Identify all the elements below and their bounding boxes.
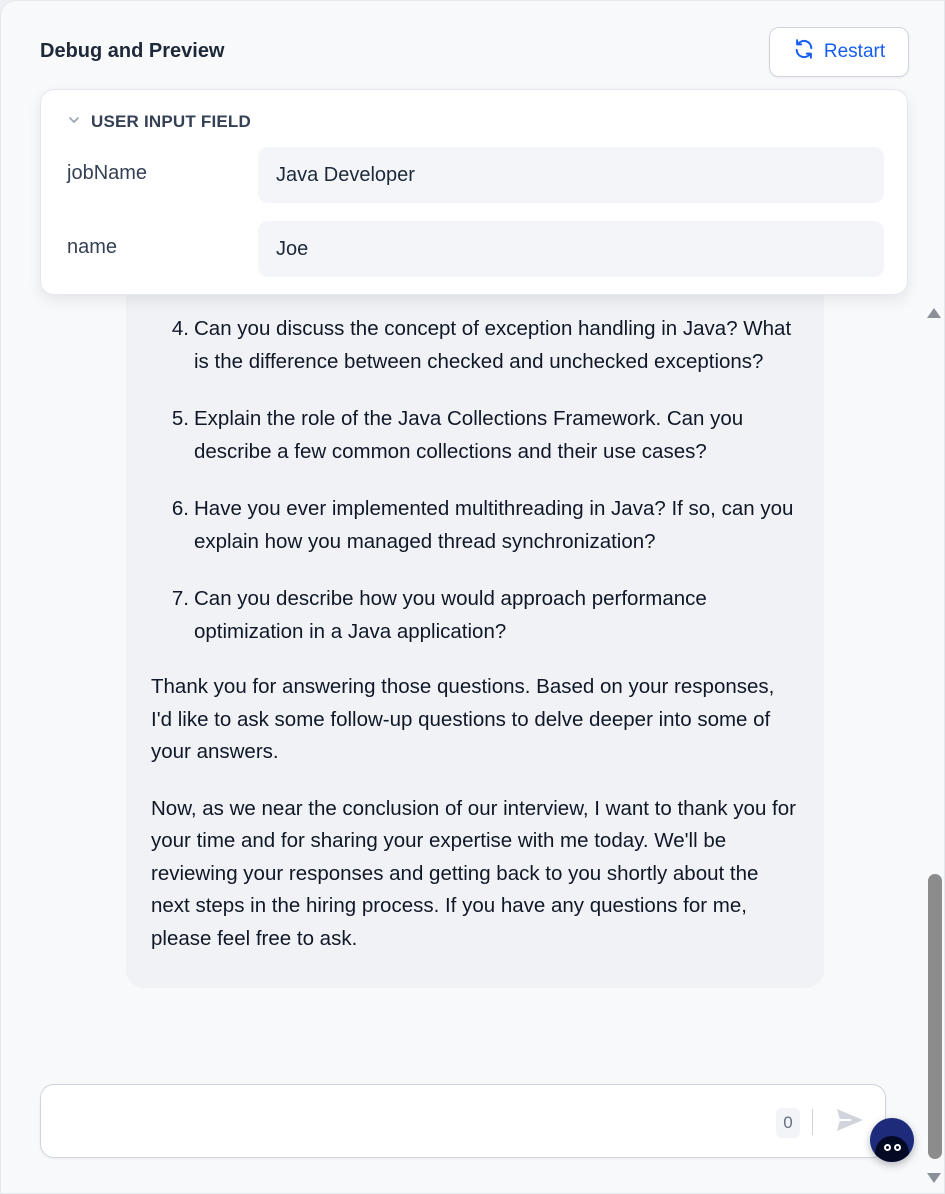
list-item (151, 313, 798, 378)
message-composer (40, 1084, 886, 1158)
list-number: 7. (171, 587, 189, 610)
restart-label: Restart (823, 41, 886, 62)
user-input-heading: USER INPUT FIELD (91, 112, 251, 131)
jobname-input[interactable]: Java Developer (258, 147, 884, 203)
message-paragraph: Thank you for answering those questions. Based on your responses, I'd like to ask some follow-up questions to delve deeper into some of your answers. (151, 675, 775, 763)
field-label-jobname: jobName (67, 162, 148, 184)
list-number: 5. (171, 407, 189, 430)
char-count-badge: 0 (776, 1108, 800, 1138)
scrollbar-thumb[interactable] (928, 874, 942, 1159)
composer-divider (812, 1109, 813, 1135)
chat-scroll-area[interactable] (1, 295, 921, 1075)
avatar-eye (884, 1144, 891, 1151)
user-input-toggle[interactable] (67, 112, 251, 132)
list-item (151, 403, 798, 468)
restart-button[interactable] (769, 27, 909, 77)
list-text: Explain the role of the Java Collections Framework. Can you describe a few common collections and their use cases? (194, 407, 744, 463)
scroll-up-arrow-icon[interactable] (927, 308, 941, 318)
message-paragraph: Now, as we near the conclusion of our interview, I want to thank you for your time and for sharing your expertise with me today. We'll be reviewing your responses and getting back to you shortly about the next steps in the hiring process. If you have any questions for me, please feel free to ask. (151, 796, 796, 950)
assistant-message (126, 295, 824, 988)
list-number: 4. (171, 317, 189, 340)
list-text: Can you discuss the concept of exception handling in Java? What is the difference between checked and unchecked exceptions? (194, 317, 792, 373)
avatar-face (875, 1136, 909, 1162)
panel-title: Debug and Preview (40, 40, 225, 62)
send-button[interactable] (833, 1106, 867, 1138)
question-list (151, 313, 798, 648)
user-input-card (40, 89, 908, 295)
list-text: Have you ever implemented multithreading in Java? If so, can you explain how you managed thread synchronization? (194, 497, 794, 553)
robot-avatar-icon[interactable] (870, 1118, 914, 1162)
field-label-name: name (67, 236, 118, 258)
send-icon (835, 1106, 865, 1139)
list-number: 6. (171, 497, 189, 520)
list-item (151, 493, 798, 558)
list-text: Can you describe how you would approach performance optimization in a Java application? (194, 587, 707, 643)
avatar-eye (894, 1144, 901, 1151)
refresh-icon (793, 38, 815, 66)
message-input[interactable] (59, 1105, 759, 1139)
chevron-down-icon (67, 112, 81, 132)
scroll-down-arrow-icon[interactable] (927, 1173, 941, 1183)
name-input[interactable]: Joe (258, 221, 884, 277)
list-item (151, 583, 798, 648)
